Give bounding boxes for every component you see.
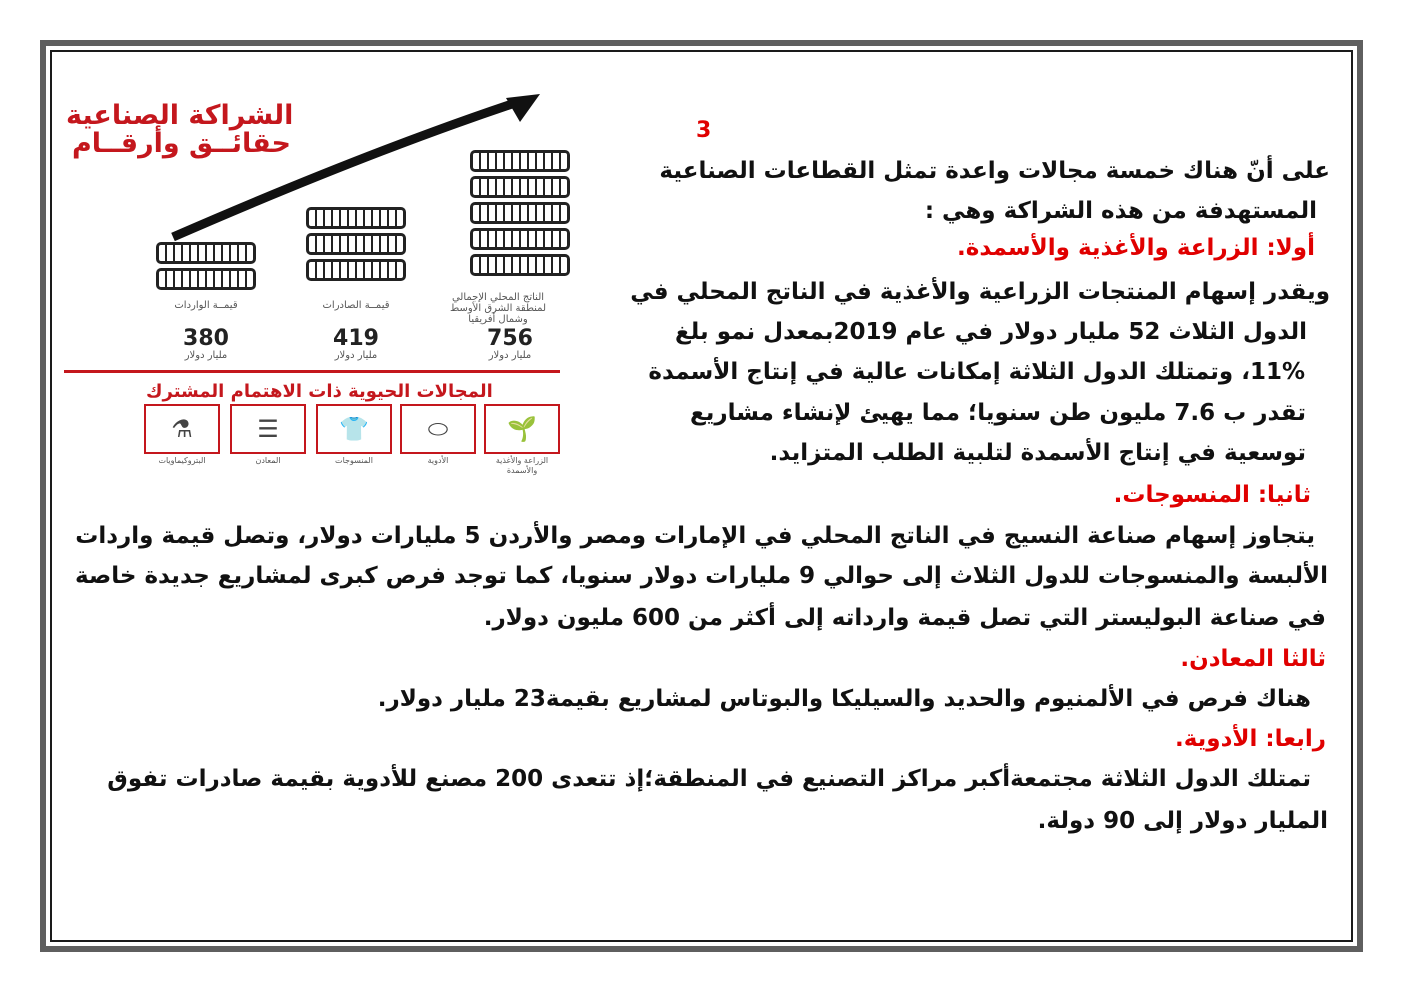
bar-label-exports: قيمــة الصادرات <box>322 300 390 311</box>
paragraph-metals-line-1: هناك فرص في الألمنيوم والحديد والسيليكا والبوتاس لمشاريع بقيمة23 مليار دولار. <box>377 686 1311 712</box>
bar-value-imports: 380 <box>183 326 229 351</box>
paragraph-agriculture-line-3: 11%، وتمتلك الدول الثلاثة إمكانات عالية في إنتاج الأسمدة <box>648 359 1305 385</box>
paragraph-textiles-line-2: الألبسة والمنسوجات للدول الثلاث إلى حوالي 9 مليارات دولار سنويا، كما توجد فرص كبرى لمشاريع جديدة خاصة <box>75 563 1328 589</box>
sector-label-metals: المعادن <box>255 456 281 465</box>
infographic <box>58 92 563 482</box>
paragraph-agriculture-line-4: تقدر ب 7.6 مليون طن سنويا؛ مما يهيئ لإنشاء مشاريع <box>690 400 1306 426</box>
paragraph-textiles-line-3: في صناعة البوليستر التي تصل قيمة وارداته إلى أكثر من 600 مليون دولار. <box>483 605 1326 631</box>
bar-value-gdp: 756 <box>487 326 533 351</box>
bar-unit-gdp: مليار دولار <box>488 350 532 361</box>
sector-label-pharma: الأدوية <box>427 456 449 465</box>
paragraph-textiles-line-1: يتجاوز إسهام صناعة النسيج في الناتج المحلي في الإمارات ومصر والأردن 5 مليارات دولار، وتصل قيمة واردات <box>75 523 1315 549</box>
bar-label-imports: قيمــة الواردات <box>174 300 238 311</box>
coin-stack-imports <box>156 242 256 294</box>
section-heading-pharma: رابعا: الأدوية. <box>1174 726 1326 752</box>
flask-icon: ⚗ <box>144 404 220 454</box>
bar-unit-imports: مليار دولار <box>184 350 228 361</box>
infographic-subtitle: حقائــق وأرقــام <box>72 128 292 159</box>
tshirt-icon: 👕 <box>316 404 392 454</box>
sector-label-petrochemicals: البتروكيماويات <box>158 456 206 465</box>
bar-value-exports: 419 <box>333 326 379 351</box>
coin-stack-exports <box>306 207 406 285</box>
section-heading-agriculture: أولا: الزراعة والأغذية والأسمدة. <box>957 235 1315 261</box>
bar-label-gdp: الناتج المحلي الإجمالي لمنطقة الشرق الأوسط وشمال أفريقيا <box>449 292 547 325</box>
coin-stack-gdp <box>470 150 570 280</box>
section-heading-metals: ثالثا المعادن. <box>1180 646 1326 672</box>
intro-line-1: على أنّ هناك خمسة مجالات واعدة تمثل القطاعات الصناعية <box>659 158 1330 184</box>
sector-label-textiles: المنسوجات <box>335 456 373 465</box>
paragraph-agriculture-line-2: الدول الثلاث 52 مليار دولار في عام 2019بمعدل نمو بلغ <box>674 319 1307 345</box>
plant-icon: 🌱 <box>484 404 560 454</box>
intro-line-2: المستهدفة من هذه الشراكة وهي : <box>924 198 1317 224</box>
paragraph-pharma-line-1: تمتلك الدول الثلاثة مجتمعةأكبر مراكز التصنيع في المنطقة؛إذ تتعدى 200 مصنع للأدوية بقيمة صادرات تفوق <box>107 766 1311 792</box>
paragraph-pharma-line-2: المليار دولار إلى 90 دولة. <box>1037 808 1328 834</box>
metal-bars-icon: ☰ <box>230 404 306 454</box>
sector-label-agriculture: الزراعة والأغذية والأسمدة <box>495 456 549 475</box>
paragraph-agriculture-line-5: توسعية في إنتاج الأسمدة لتلبية الطلب المتزايد. <box>769 440 1306 466</box>
infographic-divider <box>64 370 560 373</box>
section-heading-textiles: ثانيا: المنسوجات. <box>1113 482 1311 508</box>
bar-unit-exports: مليار دولار <box>334 350 378 361</box>
infographic-title: الشراكة الصناعية <box>66 100 294 131</box>
pills-icon: ⬭ <box>400 404 476 454</box>
paragraph-agriculture-line-1: ويقدر إسهام المنتجات الزراعية والأغذية في الناتج المحلي في <box>630 279 1330 305</box>
page-number: 3 <box>696 118 712 143</box>
infographic-subheading: المجالات الحيوية ذات الاهتمام المشترك <box>146 381 493 402</box>
